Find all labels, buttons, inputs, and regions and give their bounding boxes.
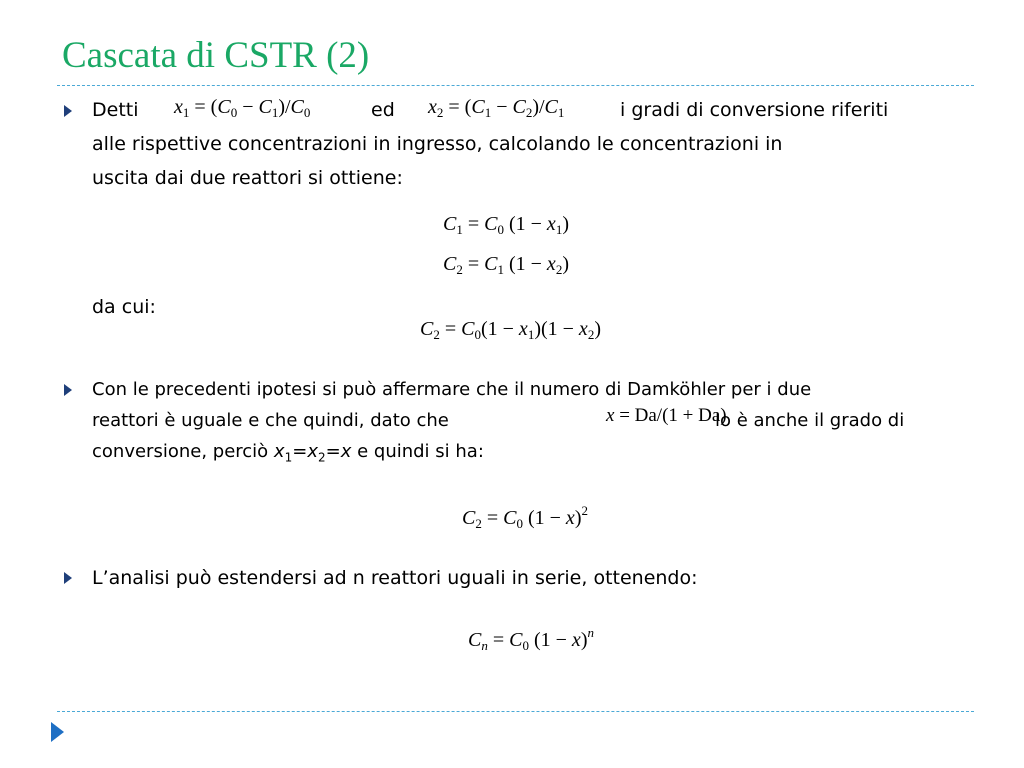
equation-x1-definition: $x_1 = (C_0 - C_1)/C_0$ — [174, 96, 311, 120]
bullet2-line3 — [92, 436, 484, 474]
equation-c2-combined: $C_2 = C_0(1 - x_1)(1 - x_2)$ — [420, 318, 601, 342]
footer-divider — [57, 711, 974, 712]
slide-title: Cascata di CSTR (2) — [62, 35, 370, 76]
inline-math-x1-x2-x: $x_1=x_2=x$ — [273, 441, 352, 465]
title-divider — [57, 85, 974, 86]
bullet1-word-detti: Detti — [92, 99, 139, 121]
bullet-triangle-icon — [64, 105, 72, 117]
bullet2-line1: Con le precedenti ipotesi si può affermare che il numero di Damköhler per i due — [92, 379, 812, 400]
equation-c2: $C_2 = C_1$ $(1 - x_2)$ — [443, 253, 569, 277]
equation-x-damkohler: x = Da/(1 + Da) — [606, 405, 727, 426]
bullet1-line3: uscita dai due reattori si ottiene: — [92, 167, 403, 189]
bullet-triangle-icon — [64, 384, 72, 396]
equation-cn: $C_n = C_0$ $(1 - x)^n$ — [468, 625, 594, 653]
bullet1-da-cui: da cui: — [92, 296, 156, 318]
equation-c2-squared: $C_2 = C_0$ $(1 - x)^2$ — [462, 503, 588, 531]
equation-x2-definition: $x_2 = (C_1 - C_2)/C_1$ — [428, 96, 565, 120]
bullet2-line3-suffix: e quindi si ha: — [357, 441, 484, 462]
bullet1-word-ed: ed — [371, 99, 395, 121]
bullet1-line1-rest: i gradi di conversione riferiti — [620, 99, 889, 121]
bullet-triangle-icon — [64, 572, 72, 584]
bullet1-line2: alle rispettive concentrazioni in ingresso, calcolando le concentrazioni in — [92, 133, 783, 155]
equation-c1: $C_1 = C_0$ $(1 - x_1)$ — [443, 213, 569, 237]
bullet2-line2-start: reattori è uguale e che quindi, dato che — [92, 410, 449, 431]
next-slide-arrow-icon[interactable] — [51, 722, 64, 742]
bullet3-line1: L’analisi può estendersi ad n reattori uguali in serie, ottenendo: — [92, 567, 698, 589]
bullet2-line3-prefix: conversione, perciò — [92, 441, 269, 462]
bullet2-line2-end: lo è anche il grado di — [715, 410, 905, 431]
